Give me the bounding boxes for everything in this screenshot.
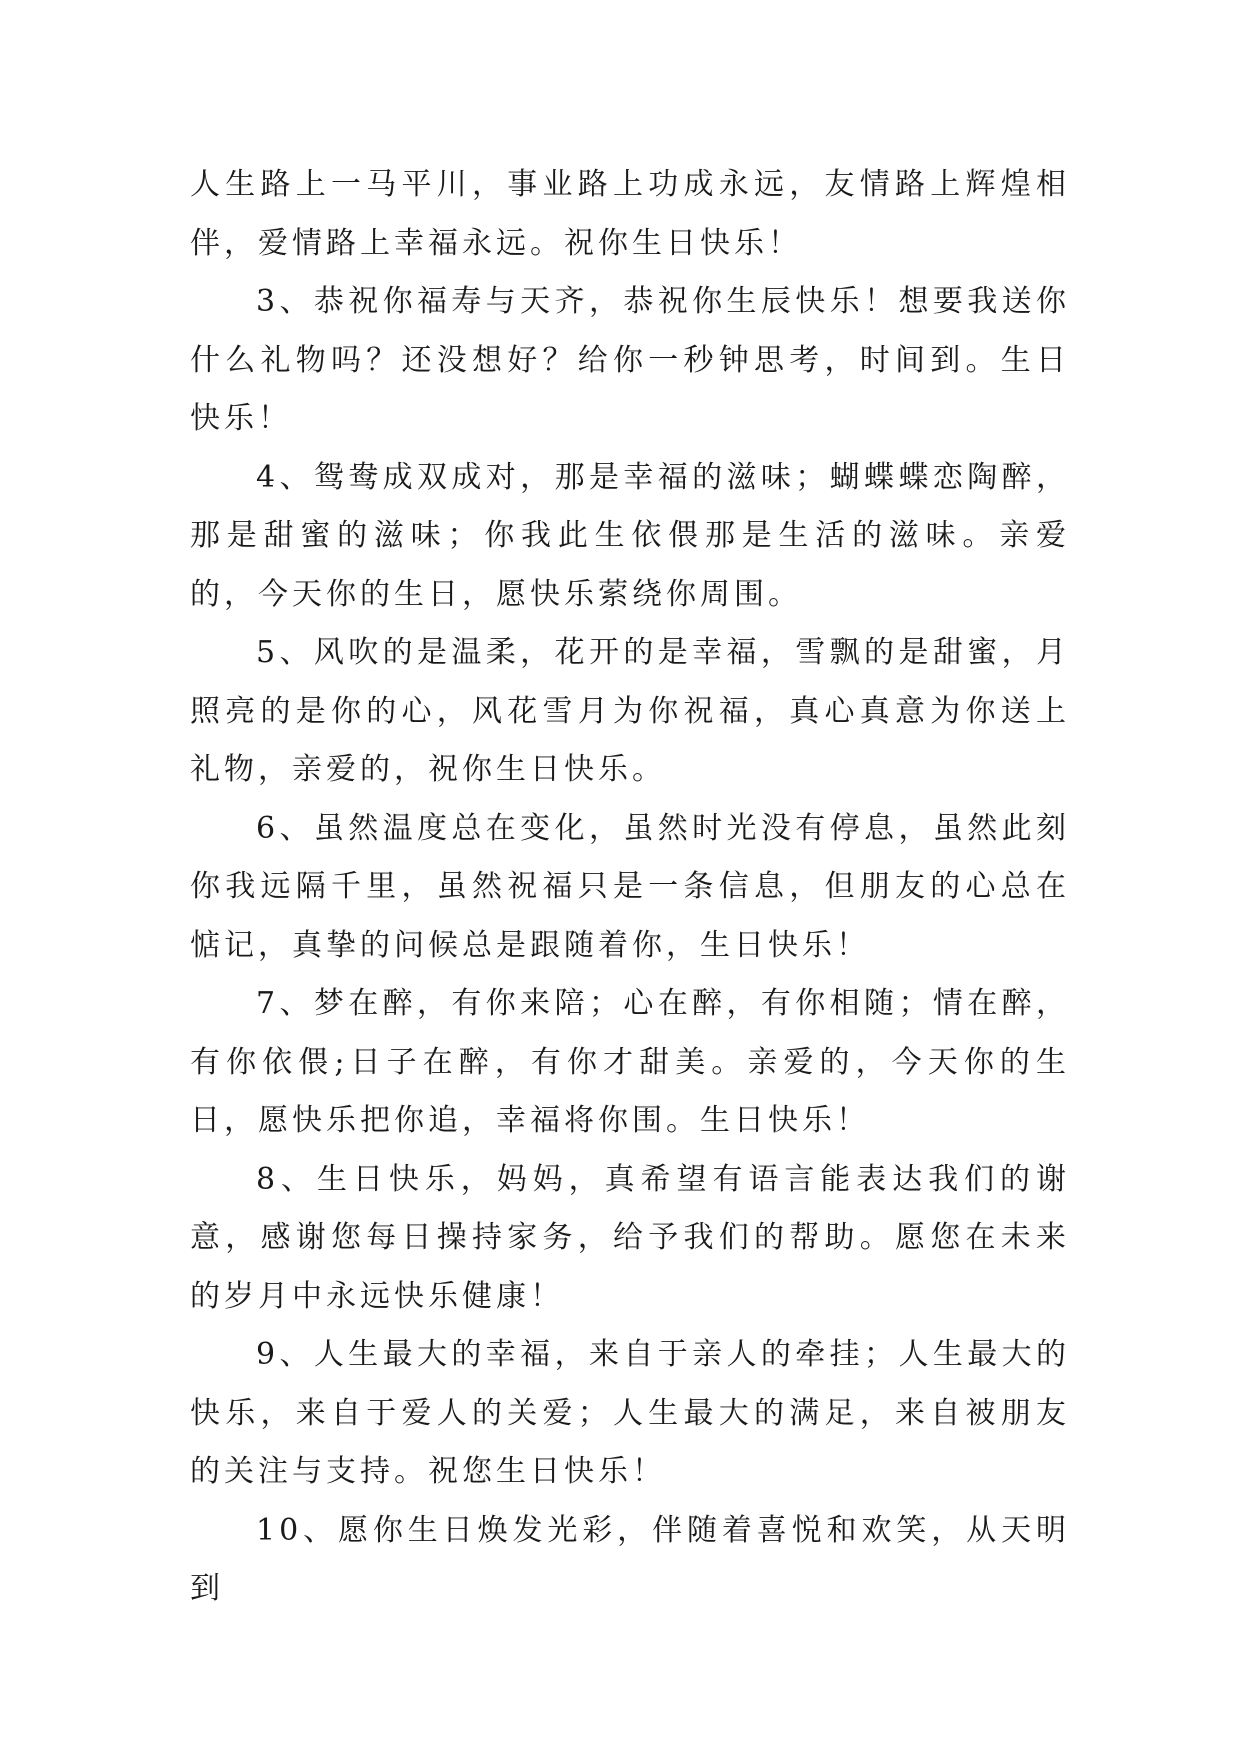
paragraph-item-8: 8、生日快乐，妈妈，真希望有语言能表达我们的谢意，感谢您每日操持家务，给予我们的帮助。愿您在未来的岁月中永远快乐健康！ <box>190 1161 1070 1314</box>
document-body <box>190 156 1070 1619</box>
paragraph-intro: 人生路上一马平川，事业路上功成永远，友情路上辉煌相伴，爱情路上幸福永远。祝你生日快乐！ <box>190 167 1070 261</box>
paragraph-item-4: 4、鸳鸯成双成对，那是幸福的滋味；蝴蝶蝶恋陶醉，那是甜蜜的滋味；你我此生依偎那是生活的滋味。亲爱的，今天你的生日，愿快乐萦绕你周围。 <box>190 459 1070 612</box>
paragraph-item-7: 7、梦在醉，有你来陪；心在醉，有你相随；情在醉，有你依偎;日子在醉，有你才甜美。亲爱的，今天你的生日，愿快乐把你追，幸福将你围。生日快乐！ <box>190 986 1070 1138</box>
paragraph-item-10: 10、愿你生日焕发光彩，伴随着喜悦和欢笑，从天明到 <box>190 1512 1070 1606</box>
paragraph-item-9: 9、人生最大的幸福，来自于亲人的牵挂；人生最大的快乐，来自于爱人的关爱；人生最大的满足，来自被朋友的关注与支持。祝您生日快乐！ <box>190 1337 1070 1489</box>
paragraph-item-5: 5、风吹的是温柔，花开的是幸福，雪飘的是甜蜜，月照亮的是你的心，风花雪月为你祝福，真心真意为你送上礼物，亲爱的，祝你生日快乐。 <box>190 635 1070 787</box>
paragraph-item-6: 6、虽然温度总在变化，虽然时光没有停息，虽然此刻你我远隔千里，虽然祝福只是一条信息，但朋友的心总在惦记，真挚的问候总是跟随着你，生日快乐！ <box>190 810 1070 963</box>
paragraph-item-3: 3、恭祝你福寿与天齐，恭祝你生辰快乐！想要我送你什么礼物吗？还没想好？给你一秒钟思考，时间到。生日快乐！ <box>190 284 1070 436</box>
